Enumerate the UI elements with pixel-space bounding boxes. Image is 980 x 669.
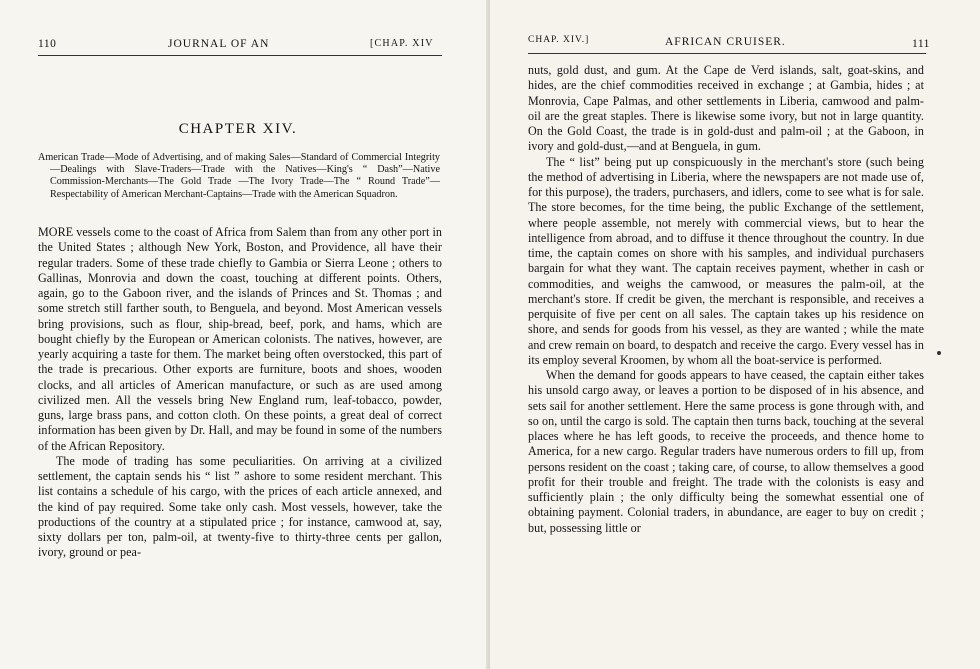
margin-dot-mark [937,351,941,355]
right-paragraph: The “ list” being put up conspicuously in the merchant's store (such being the method of advertising in Liberia, where the newspapers are not made use of, for this purpose), the traders, purchasers, and idlers, come to see what is for sale. The store becomes, for the time being, the public Exchange of the settlement, where people assemble, not merely with commercial views, but to hear the intelligence from abroad, and to diffuse it thence throughout the country. In due time, the captain comes on shore with his samples, and individual purchasers bargain for what they want. The captain receives payment, whether in cash or commodities, and weighs the camwood, or measures the palm-oil, at the merchant's store. If credit be given, the merchant is responsible, and receives a perquisite of five per cent on all sales. The captain takes up his residence on shore, and sends for goods from his vessel, as they are wanted ; while the mate and crew remain on board, to despatch and receive the cargo. Every vessel has in its employ several Kroomen, by whom all the boat-service is performed. [528,154,924,367]
left-page [0,0,488,669]
left-header-rule [38,55,442,56]
left-running-title: JOURNAL OF AN [168,38,270,50]
left-page-number: 110 [38,38,57,50]
left-paragraph: The mode of trading has some peculiarities. On arriving at a civilized settlement, the captain sends his “ list ” ashore to some resident merchant. This list contains a schedule of his cargo, with the prices of each article annexed, and the kind of pay required. Some take only cash. Most vessels, however, take the productions of the country at a stipulated price ; for instance, camwood at, say, sixty dollars per ton, palm-oil, at twenty-five to thirty-three cents per gallon, ivory, ground or pea- [38,453,442,560]
right-header-rule [528,53,926,54]
right-paragraph: nuts, gold dust, and gum. At the Cape de Verd islands, salt, goat-skins, and hides, are the chief commodities received in exchange ; at Gambia, hides ; at Monrovia, Cape Palmas, and other settlements in Liberia, camwood and palm-oil are the great staples. There is likewise some ivory, but not in large quantity. On the Gold Coast, the trade is in gold-dust and palm-oil ; at the Gaboon, in ivory and gold-dust,—and at Benguela, in gum. [528,63,924,154]
right-body-text [528,63,924,536]
right-chapter-ref: CHAP. XIV.] [528,35,590,45]
left-paragraph: MORE vessels come to the coast of Africa from Salem than from any other port in the United States ; although New York, Boston, and Providence, all have their regular traders. Some of these trade chiefly to Gambia or Sierra Leone ; others to Gallinas, Monrovia and down the coast, touching at different points. Others, again, go to the Gaboon river, and the islands of Princes and St. Thomas ; and some stretch still farther south, to Benguela, and beyond. Most American vessels bring provisions, such as flour, ship-bread, beef, pork, and hams, which are bought chiefly by the European or American colonists. The natives, however, are yearly acquiring a taste for them. The market being often overstocked, this part of the trade is precarious. Other exports are furniture, boots and shoes, wooden clocks, and all articles of American manufacture, or such as are used among civilized men. All the vessels bring New England rum, leaf-tobacco, powder, guns, large brass pans, and cotton cloth. On these points, a great deal of correct information has been given by Dr. Hall, and may be found in some of the numbers of the African Repository. [38,225,442,453]
right-paragraph: When the demand for goods appears to have ceased, the captain either takes his unsold cargo away, or leaves a portion to be disposed of in his absence, and sets sail for another settlement. Here the same process is gone through with, and so on, until the cargo is sold. The captain then turns back, touching at the several places where he has left goods, to receive the proceeds, and thence home to America, for a new cargo. Regular traders have numerous orders to fill up, from persons resident on the coast ; taking care, of course, to allow themselves a good profit for their trouble and freight. The trade with the colonists is easy and sufficiently plain ; the only difficulty being the somewhat essential one of obtaining payment. Colonial traders, in abundance, are eager to buy on credit ; but, possessing little or [528,368,924,535]
chapter-synopsis [38,152,440,201]
right-page-number: 111 [912,38,930,50]
right-running-title: AFRICAN CRUISER. [665,36,786,48]
chapter-heading: CHAPTER XIV. [178,121,298,137]
left-chapter-ref: [CHAP. XIV [370,38,434,49]
synopsis-text: American Trade—Mode of Advertising, and of making Sales—Standard of Commercial Integrity—Dealings with Slave-Traders—Trade with the Natives—King's “ Dash”—Native Commission-Merchants—The Gold Trade —The Ivory Trade—The “ Round Trade”—Respectability of American Merchant-Captains—Trade with the American Squadron. [38,152,440,200]
left-body-text [38,225,442,561]
